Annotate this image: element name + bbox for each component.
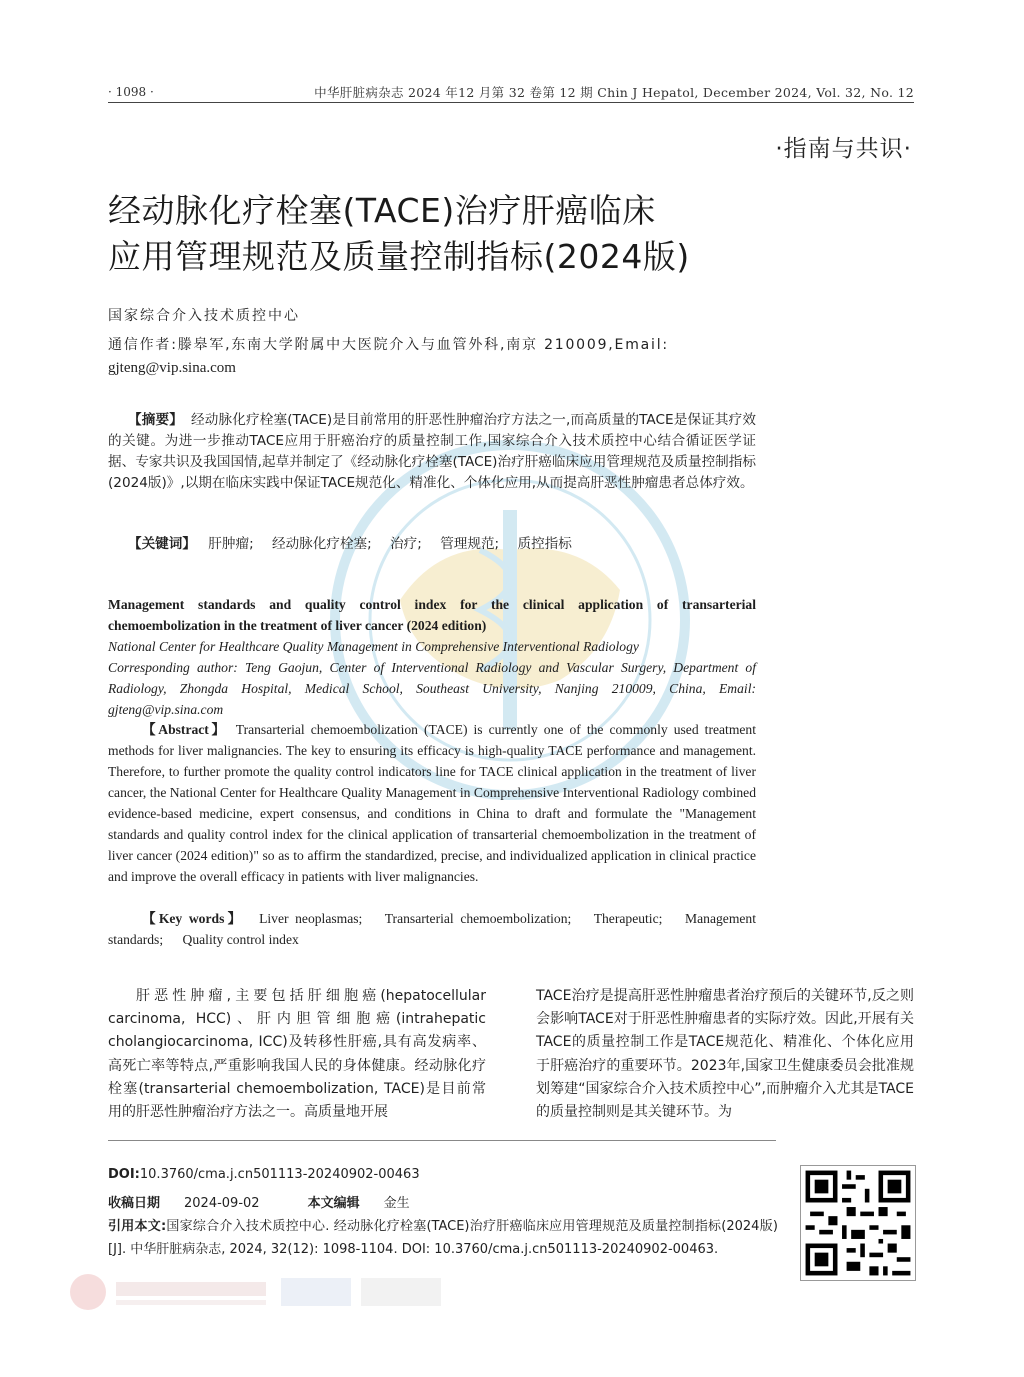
page-number: · 1098 · [108, 85, 154, 99]
citation-text: 国家综合介入技术质控中心. 经动脉化疗栓塞(TACE)治疗肝癌临床应用管理规范及质量控制指标(2024版)[J]. 中华肝脏病杂志, 2024, 32(12): 1098-1104. DOI: 10.3760/cma.j.cn501113-20240902-00463. [108, 1219, 779, 1257]
correspondence: 通信作者:滕皋军,东南大学附属中大医院介入与血管外科,南京 210009,Email: [108, 337, 669, 353]
citation [108, 1215, 778, 1261]
editor-name: 金生 [383, 1196, 410, 1211]
keyword-en-item: Therapeutic; [593, 911, 663, 926]
keyword-en-item: Liver neoplasmas; [259, 911, 363, 926]
abstract-chinese [108, 410, 756, 494]
qr-code-graphic [801, 1166, 915, 1280]
column-tag: ·指南与共识· [775, 136, 912, 162]
keyword-item: 经动脉化疗栓塞; [272, 536, 372, 552]
abstract-english [108, 719, 756, 887]
keyword-item: 管理规范; [440, 536, 500, 552]
keyword-item: 治疗; [390, 536, 422, 552]
footnote-divider [108, 1140, 776, 1141]
keyword-en-item: Quality control index [182, 932, 299, 947]
abstract-en-label: 【Abstract】 [142, 722, 228, 737]
qr-code-icon [800, 1165, 916, 1281]
keywords-label: 【关键词】 [128, 536, 196, 552]
keyword-en-item: Management standards; [108, 911, 756, 947]
abstract-en-text: Transarterial chemoembolization (TACE) is currently one of the commonly used treatment methods for liver malignancies. The key to ensuring its efficacy is high-quality TACE performance and management. Therefore, to further promote the quality control indicators line for TACE clinical application in the treatment of liver cancer, the National Center for Healthcare Quality Management in Comprehensive Interventional Radiology combined evidence-based medicine, expert consensus, and conditions in China to draft and formulate the "Management standards and quality control index for the clinical application of transarterial chemoembolization in the treatment of liver cancer (2024 edition)" so as to affirm the standardized, precise, and individualized application in clinical practice and improve the overall efficacy in patients with liver malignancies. [108, 722, 756, 884]
english-affiliation: National Center for Healthcare Quality Management in Comprehensive Interventional Radiology [108, 639, 639, 654]
publisher-logo-icon [66, 1270, 456, 1314]
received-label: 收稿日期 [108, 1196, 161, 1211]
journal-running-head: 中华肝脏病杂志 2024 年12 月第 32 卷第 12 期 Chin J Hepatol, December 2024, Vol. 32, No. 12 [314, 85, 914, 100]
citation-label: 引用本文: [108, 1219, 167, 1234]
doi-line [108, 1167, 420, 1182]
keywords-chinese [108, 534, 756, 555]
keyword-en-item: Transarterial chemoembolization; [384, 911, 572, 926]
doi-value[interactable]: 10.3760/cma.j.cn501113-20240902-00463 [139, 1167, 420, 1182]
title-line-2: 应用管理规范及质量控制指标(2024版) [108, 237, 690, 276]
header-divider [108, 102, 914, 103]
author-organization: 国家综合介入技术质控中心 [108, 308, 300, 324]
body-column-left [108, 985, 486, 1124]
keyword-item: 质控指标 [517, 536, 572, 552]
keyword-item: 肝肿瘤; [208, 536, 254, 552]
editor-label: 本文编辑 [307, 1196, 360, 1211]
article-title [108, 188, 788, 280]
keywords-en-label: 【Key words】 [142, 911, 245, 926]
english-title: Management standards and quality control index for the clinical application of transarterial chemoembolization in the treatment of liver cancer (2024 edition) [108, 597, 756, 633]
body-column-right [536, 985, 914, 1124]
received-line [108, 1192, 410, 1211]
correspondence-email[interactable]: gjteng@vip.sina.com [108, 360, 236, 376]
abstract-label: 【摘要】 [128, 412, 183, 428]
doi-label: DOI: [108, 1167, 140, 1182]
received-date: 2024-09-02 [184, 1196, 260, 1211]
body-left-text: 肝恶性肿瘤,主要包括肝细胞癌(hepatocellular carcinoma, HCC)、肝内胆管细胞癌(intrahepatic cholangiocarcinoma, ICC)及转移性肝癌,具有高发病率、高死亡率等特点,严重影响我国人民的身体健康。经动脉化疗栓塞(transarterial chemoembolization, TACE)是目前常用的肝恶性肿瘤治疗方法之一。高质量地开展 [108, 988, 486, 1121]
abstract-text: 经动脉化疗栓塞(TACE)是目前常用的肝恶性肿瘤治疗方法之一,而高质量的TACE是保证其疗效的关键。为进一步推动TACE应用于肝癌治疗的质量控制工作,国家综合介入技术质控中心结合循证医学证据、专家共识及我国国情,起草并制定了《经动脉化疗栓塞(TACE)治疗肝癌临床应用管理规范及质量控制指标(2024版)》,以期在临床实践中保证TACE规范化、精准化、个体化应用,从而提高肝恶性肿瘤患者总体疗效。 [108, 412, 757, 491]
title-line-1: 经动脉化疗栓塞(TACE)治疗肝癌临床 [108, 191, 656, 230]
english-correspondence: Corresponding author: Teng Gaojun, Center of Interventional Radiology and Vascular Surgery, Department of Radiology, Zhongda Hospital, Medical School, Southeast University, Nanjing 210009, China, Email: gjteng@vip.sina.com [108, 660, 756, 717]
keywords-english [108, 908, 756, 950]
body-right-text: TACE治疗是提高肝恶性肿瘤患者治疗预后的关键环节,反之则会影响TACE对于肝恶性肿瘤患者的实际疗效。因此,开展有关TACE的质量控制工作是TACE规范化、精准化、个体化应用于肝癌治疗的重要环节。2023年,国家卫生健康委员会批准规划筹建“国家综合介入技术质控中心”,而肿瘤介入尤其是TACE的质量控制则是其关键环节。为 [536, 988, 914, 1121]
